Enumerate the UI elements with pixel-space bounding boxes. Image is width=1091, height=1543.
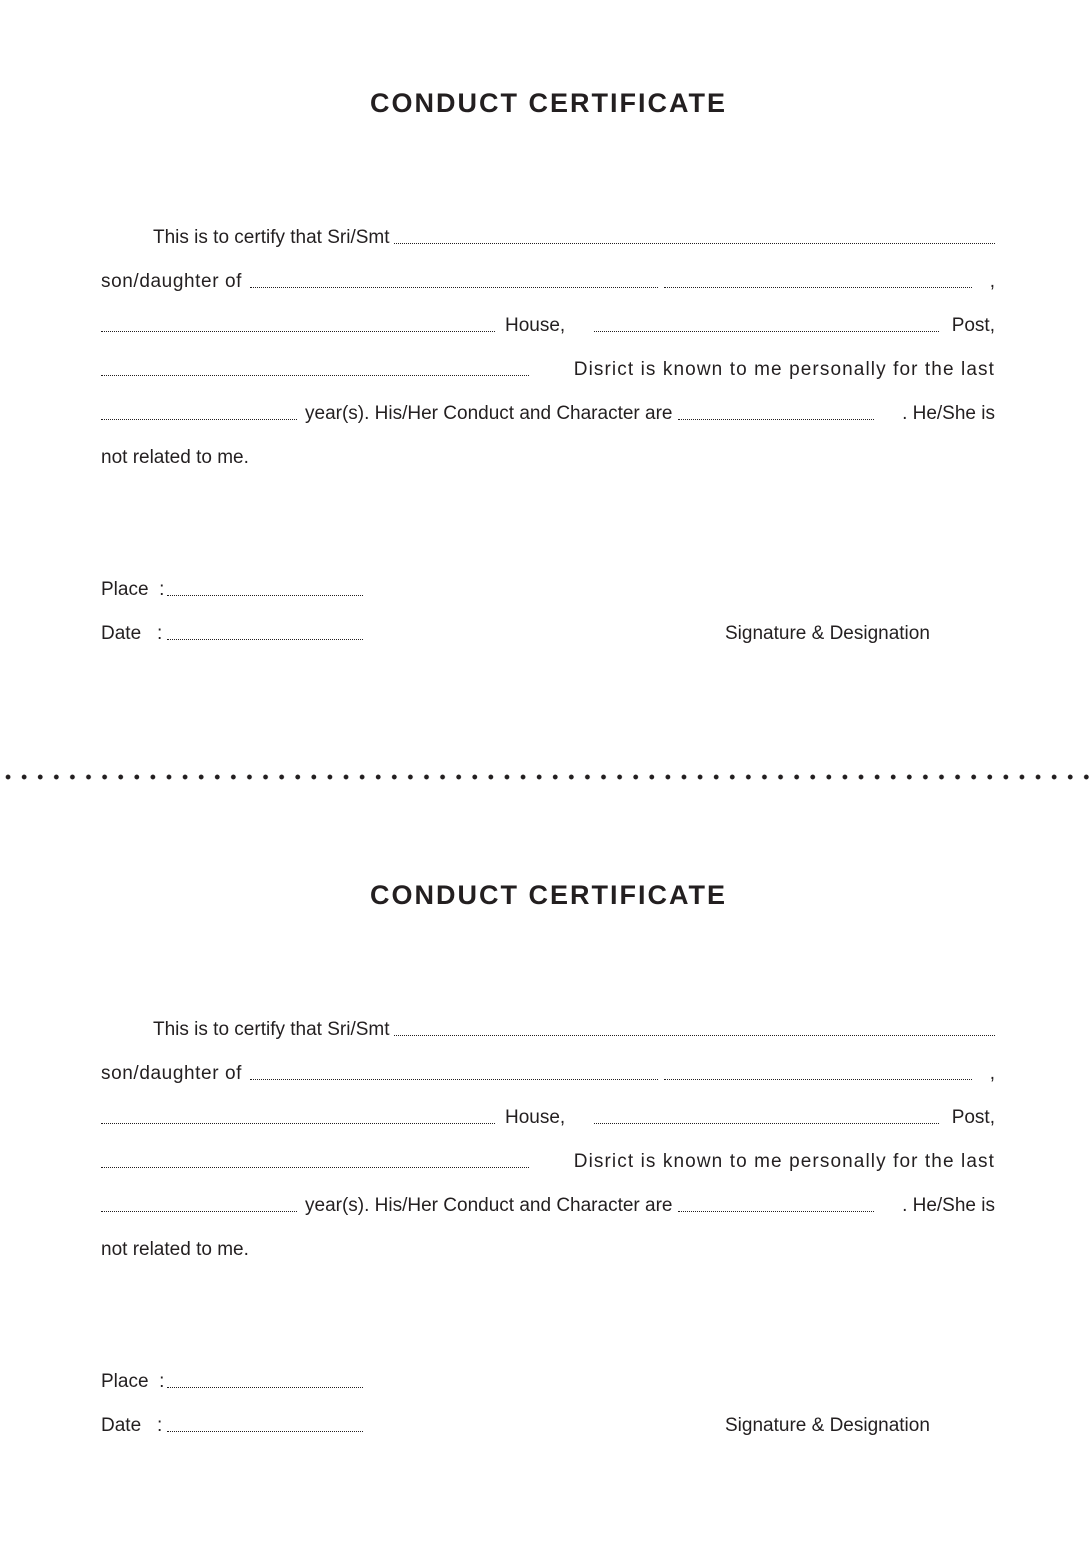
cut-line-separator [0, 771, 1091, 783]
years-blank[interactable] [101, 414, 297, 420]
parent-line [101, 267, 995, 297]
certificate-title: CONDUCT CERTIFICATE [370, 880, 727, 910]
place-label: Place : [101, 1371, 165, 1392]
certify-text: This is to certify that Sri/Smt [153, 227, 390, 248]
post-label: Post, [951, 1107, 995, 1128]
relation-text: . He/She is [902, 1195, 995, 1216]
date-blank[interactable] [167, 1426, 363, 1432]
parent-line-comma: , [989, 1063, 995, 1084]
place-blank[interactable] [167, 590, 363, 596]
relation-text: . He/She is [902, 403, 995, 424]
date-label: Date : [101, 1415, 163, 1436]
not-related-text: not related to me. [101, 1239, 249, 1260]
district-text: Disrict is known to me personally for the last [573, 359, 995, 380]
house-label: House, [505, 315, 566, 336]
name-blank[interactable] [394, 1030, 996, 1036]
address-line [101, 311, 995, 341]
house-label: House, [505, 1107, 566, 1128]
certificate-top [0, 0, 1091, 700]
date-line [101, 619, 401, 649]
parent-name-blank-2[interactable] [664, 282, 972, 288]
district-text: Disrict is known to me personally for the last [573, 1151, 995, 1172]
post-blank[interactable] [594, 1118, 939, 1124]
years-blank[interactable] [101, 1206, 297, 1212]
date-blank[interactable] [167, 634, 363, 640]
certify-line [153, 223, 995, 253]
not-related-line [101, 443, 995, 473]
place-blank[interactable] [167, 1382, 363, 1388]
house-blank[interactable] [101, 326, 495, 332]
years-text: year(s). His/Her Conduct and Character are [305, 1195, 673, 1216]
place-line [101, 1367, 401, 1397]
post-label: Post, [951, 315, 995, 336]
signature-designation: Signature & Designation [725, 623, 930, 644]
parent-label: son/daughter of [101, 1063, 243, 1084]
date-line [101, 1411, 401, 1441]
not-related-text: not related to me. [101, 447, 249, 468]
date-label: Date : [101, 623, 163, 644]
parent-name-blank[interactable] [250, 282, 658, 288]
conduct-blank[interactable] [678, 414, 874, 420]
parent-label: son/daughter of [101, 271, 243, 292]
certificate-bottom [0, 792, 1091, 1492]
address-line [101, 1103, 995, 1133]
district-line [101, 1147, 995, 1177]
district-line [101, 355, 995, 385]
years-text: year(s). His/Her Conduct and Character are [305, 403, 673, 424]
parent-name-blank[interactable] [250, 1074, 658, 1080]
conduct-blank[interactable] [678, 1206, 874, 1212]
certificate-title: CONDUCT CERTIFICATE [370, 88, 727, 118]
name-blank[interactable] [394, 238, 996, 244]
district-blank[interactable] [101, 370, 529, 376]
parent-line-comma: , [989, 271, 995, 292]
signature-designation: Signature & Designation [725, 1415, 930, 1436]
years-line [101, 1191, 995, 1221]
place-label: Place : [101, 579, 165, 600]
place-line [101, 575, 401, 605]
parent-line [101, 1059, 995, 1089]
not-related-line [101, 1235, 995, 1265]
district-blank[interactable] [101, 1162, 529, 1168]
certify-text: This is to certify that Sri/Smt [153, 1019, 390, 1040]
parent-name-blank-2[interactable] [664, 1074, 972, 1080]
years-line [101, 399, 995, 429]
house-blank[interactable] [101, 1118, 495, 1124]
certify-line [153, 1015, 995, 1045]
post-blank[interactable] [594, 326, 939, 332]
